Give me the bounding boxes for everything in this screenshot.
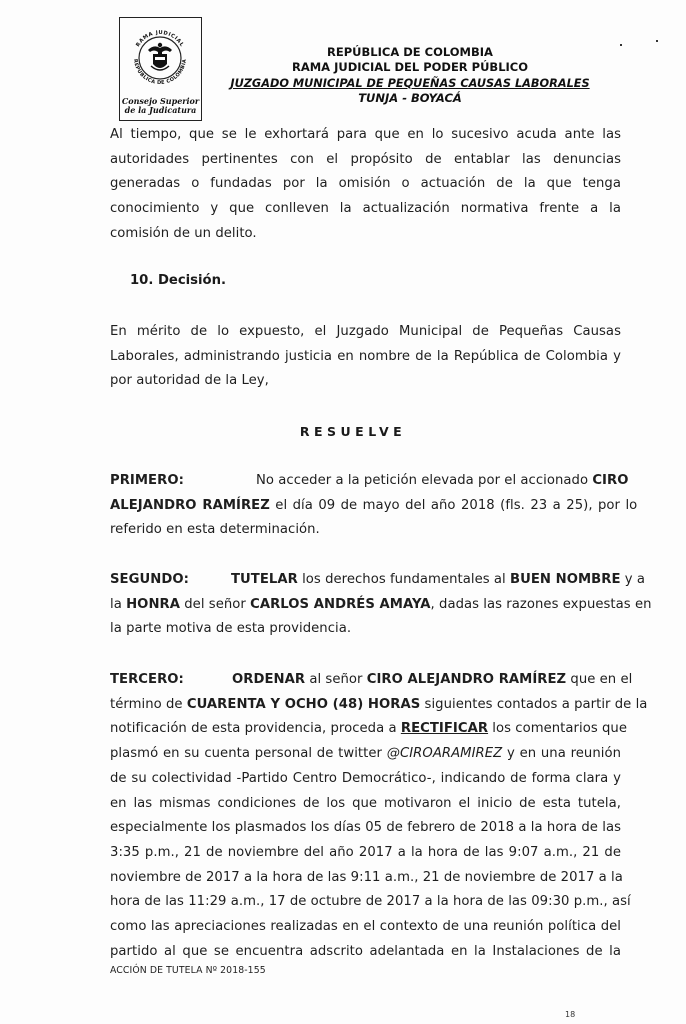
bold-term: TUTELAR (231, 572, 298, 587)
case-reference-footer: ACCIÓN DE TUTELA Nº 2018-155 (110, 965, 266, 976)
paragraph-line: conocimiento y que conlleven la actualización normativa frente a la (110, 201, 621, 217)
text-run: que en el (566, 672, 633, 687)
bold-name: CIRO (592, 473, 629, 488)
paragraph-line: hora de las 11:29 a.m., 17 de octubre de 2017 a la hora de las 09:30 p.m., así (110, 894, 631, 910)
paragraph-line: comisión de un delito. (110, 225, 257, 241)
paragraph-line: 3:35 p.m., 21 de noviembre del año 2017 a la hora de las 9:07 a.m., 21 de (110, 844, 621, 860)
text-run: siguientes contados a partir de la (420, 696, 648, 712)
text-run: del señor (180, 596, 251, 612)
paragraph-line: la parte motiva de esta providencia. (110, 621, 352, 637)
ordinal-label: SEGUNDO: (110, 572, 189, 587)
paragraph-line: en las mismas condiciones de los que motivaron el inicio de esta tutela, (110, 795, 621, 811)
paragraph-line (110, 568, 646, 593)
text-run: y en una reunión (502, 746, 621, 762)
logo-caption-line1: Consejo Superior (121, 96, 200, 106)
text-run: los derechos fundamentales al (297, 572, 510, 587)
logo-ring-bottom-text: REPÚBLICA DE COLOMBIA (131, 58, 189, 87)
text-run: y a (620, 572, 646, 587)
paragraph-line (110, 668, 633, 693)
bold-term: ORDENAR (232, 672, 306, 687)
paragraph-line: partido al que se encuentra adscrito adelantada en la Instalaciones de la (110, 943, 621, 959)
document-header (215, 45, 605, 106)
header-court: JUZGADO MUNICIPAL DE PEQUEÑAS CAUSAS LABORALES (230, 76, 590, 90)
coat-of-arms-icon (126, 22, 194, 94)
header-city: TUNJA - BOYACÁ (358, 90, 462, 105)
text-run: notificación de esta providencia, proceda a (110, 721, 401, 737)
paragraph-line: especialmente los plasmados los días 05 de febrero de 2018 a la hora de las (110, 820, 621, 836)
text-run: No acceder a la petición elevada por el accionado (256, 473, 593, 488)
paragraph-line: Laborales, administrando justicia en nombre de la República de Colombia y (110, 348, 621, 364)
merit-paragraph (110, 320, 621, 394)
text-run: al señor (305, 672, 367, 687)
page-number: 18 (565, 1010, 576, 1019)
paragraph-line: de su colectividad -Partido Centro Democrático-, indicando de forma clara y (110, 770, 621, 786)
bold-term: CUARENTA Y OCHO (48) HORAS (186, 696, 421, 712)
judicial-council-logo (119, 17, 202, 121)
text-run: término de (110, 696, 187, 712)
scan-speck (656, 40, 658, 42)
bold-name: CARLOS ANDRÉS AMAYA (250, 596, 431, 612)
logo-caption-line2: de la Judicatura (124, 105, 197, 115)
text-run: los comentarios que (488, 721, 627, 737)
paragraph-line (110, 494, 638, 519)
paragraph-line (110, 693, 648, 718)
paragraph-line: por autoridad de la Ley, (110, 373, 269, 389)
text-run: la (110, 596, 127, 612)
paragraph-line: En mérito de lo expuesto, el Juzgado Municipal de Pequeñas Causas (110, 324, 621, 339)
resolution-primero (110, 469, 638, 543)
bold-term: HONRA (126, 596, 180, 612)
resolution-segundo (110, 568, 652, 642)
resolution-tercero (110, 668, 648, 964)
ordinal-label: PRIMERO: (110, 473, 184, 488)
bold-name: ALEJANDRO RAMÍREZ (110, 497, 270, 513)
header-branch: RAMA JUDICIAL DEL PODER PÚBLICO (291, 60, 529, 75)
header-country: REPÚBLICA DE COLOMBIA (327, 45, 493, 59)
bold-underlined-term: RECTIFICAR (400, 721, 489, 737)
paragraph-line: como las apreciaciones realizadas en el contexto de una reunión política del (110, 919, 621, 935)
scan-speck (620, 44, 622, 46)
paragraph-line (110, 593, 652, 618)
bold-name: CIRO ALEJANDRO RAMÍREZ (366, 672, 567, 687)
logo-caption (120, 97, 201, 115)
intro-paragraph (110, 123, 621, 247)
paragraph-line: autoridades pertinentes con el propósito de entablar las denuncias (110, 151, 621, 167)
paragraph-line (110, 742, 621, 767)
paragraph-line: Al tiempo, que se le exhortará para que en lo sucesivo acuda ante las (110, 127, 621, 142)
section-title: 10. Decisión. (130, 273, 227, 288)
bold-term: BUEN NOMBRE (510, 572, 621, 587)
text-run: el día 09 de mayo del año 2018 (fls. 23 a 25), por lo (269, 497, 638, 513)
paragraph-line: generadas o fundadas por la omisión o actuación de la que tenga (110, 176, 621, 192)
paragraph-line: noviembre de 2017 a la hora de las 9:11 a.m., 21 de noviembre de 2017 a la (110, 869, 623, 885)
paragraph-line (110, 469, 629, 494)
logo-ring-top-text: RAMA JUDICIAL (135, 29, 185, 49)
paragraph-line (110, 717, 627, 742)
twitter-handle: @CIROARAMIREZ (386, 746, 503, 762)
text-run: , dadas las razones expuestas en (430, 596, 652, 612)
text-run: plasmó en su cuenta personal de twitter (110, 746, 387, 762)
resuelve-heading: RESUELVE (299, 424, 407, 439)
ordinal-label: TERCERO: (110, 672, 184, 687)
paragraph-line: referido en esta determinación. (110, 522, 320, 538)
